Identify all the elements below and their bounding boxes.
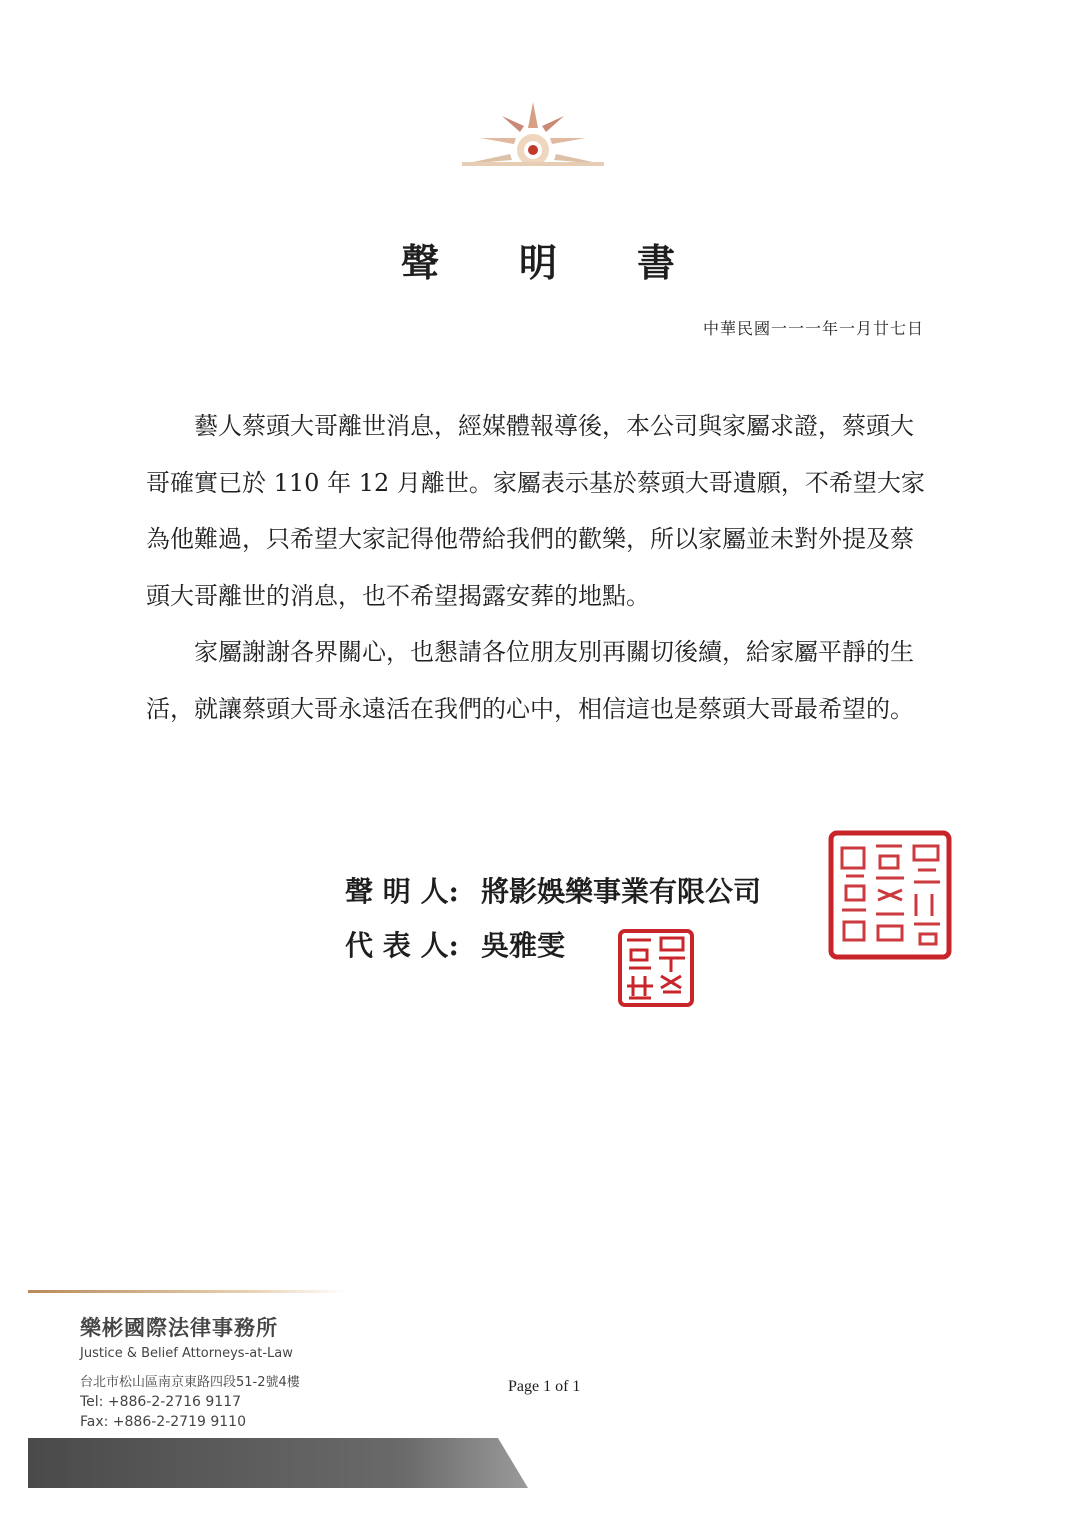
company-seal-icon xyxy=(828,830,952,960)
statement-body xyxy=(146,398,936,737)
firm-name: 樂彬國際法律事務所 xyxy=(80,1316,278,1340)
paragraph: 藝人蔡頭大哥離世消息，經媒體報導後，本公司與家屬求證，蔡頭大哥確實已於 110 年 12 月離世。家屬表示基於蔡頭大哥遺願，不希望大家為他難過，只希望大家記得他帶給我們的歡樂，所以家屬並未對外提及蔡頭大哥離世的消息，也不希望揭露安葬的地點。 xyxy=(146,412,925,610)
document-title xyxy=(0,232,1076,287)
law-firm-logo-icon xyxy=(462,98,604,170)
firm-name-en: Justice & Belief Attorneys-at-Law xyxy=(80,1346,293,1361)
firm-address: 台北市松山區南京東路四段51-2號4樓 xyxy=(80,1375,300,1390)
representative-name: 吳雅雯 xyxy=(481,929,566,962)
title-char: 書 xyxy=(637,240,676,285)
firm-fax: Fax: +886-2-2719 9110 xyxy=(80,1414,246,1430)
law-firm-info xyxy=(80,1312,300,1430)
signatory-row xyxy=(345,865,761,919)
footer-bar xyxy=(28,1438,528,1488)
signature-block xyxy=(345,865,761,973)
footer-divider xyxy=(28,1290,348,1293)
representative-row xyxy=(345,919,761,973)
representative-label: 代 表 人: xyxy=(345,929,459,962)
paragraph: 家屬謝謝各界關心，也懇請各位朋友別再關切後續，給家屬平靜的生活，就讓蔡頭大哥永遠活在我們的心中，相信這也是蔡頭大哥最希望的。 xyxy=(146,638,914,723)
document-date: 中華民國一一一年一月廿七日 xyxy=(702,319,924,338)
title-char: 明 xyxy=(518,240,557,285)
firm-tel: Tel: +886-2-2716 9117 xyxy=(80,1394,242,1410)
title-char: 聲 xyxy=(400,240,439,285)
signatory-name: 將影娛樂事業有限公司 xyxy=(481,875,762,908)
page-number: Page 1 of 1 xyxy=(508,1378,581,1395)
signatory-label: 聲 明 人: xyxy=(345,875,459,908)
personal-seal-icon xyxy=(617,928,695,1008)
